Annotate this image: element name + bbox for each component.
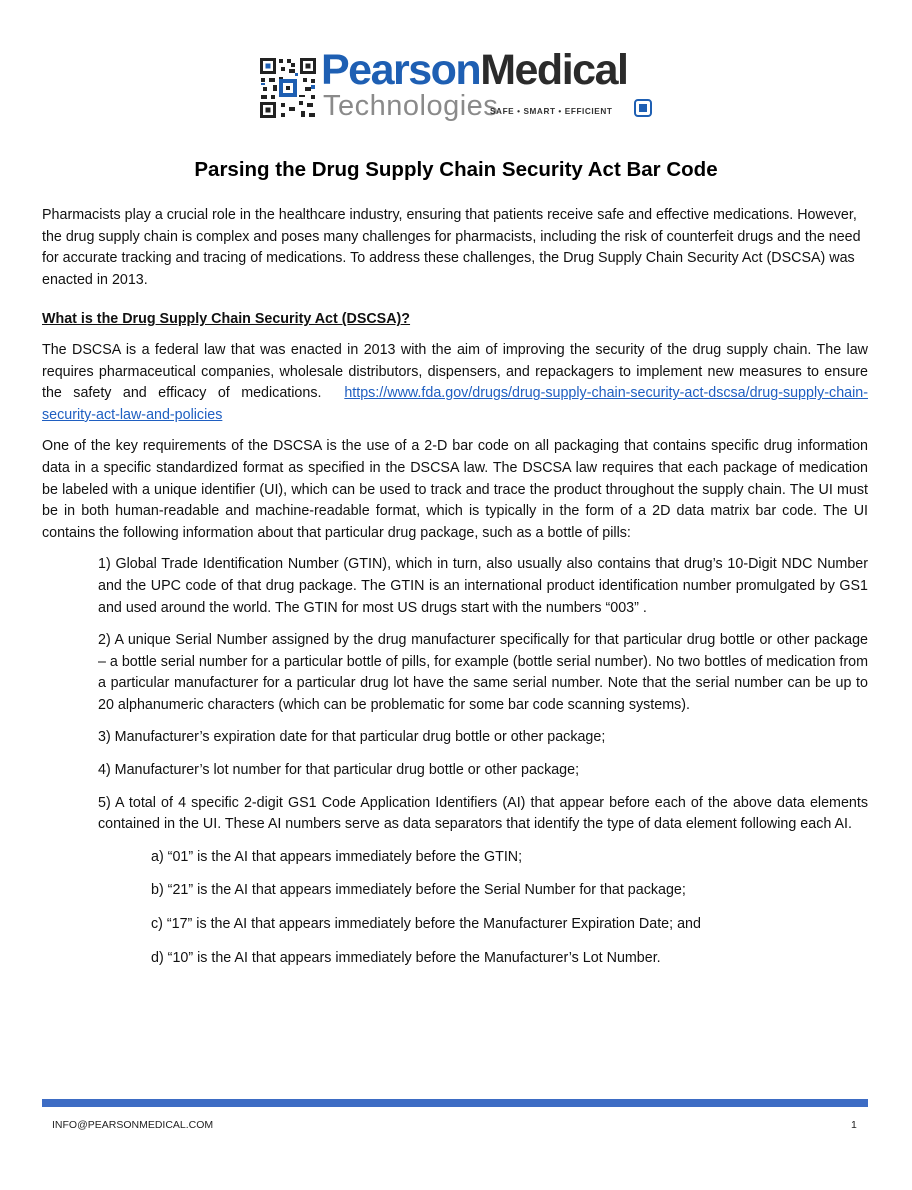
intro-paragraph: Pharmacists play a crucial role in the healthcare industry, ensuring that patients receive safe and effective medications. However, the drug supply chain is complex and poses many challenges for pharmacists, including the risk of counterfeit drugs and the need for accurate tracking and tracing of medications. To address these challenges, the Drug Supply Chain Security Act (DSCSA) was enacted in 2013.: [42, 207, 861, 288]
list-item: 3) Manufacturer’s expiration date for that particular drug bottle or other package;: [98, 729, 606, 746]
logo-badge-icon: [634, 99, 652, 117]
list-item: 2) A unique Serial Number assigned by the drug manufacturer specifically for that particular drug bottle or other package – a bottle serial number for a particular bottle of pills, for example (bottle serial number). No two bottles of medication from a particular manufacturer for a particular drug lot have the same serial number. Note that the serial number can be up to 20 alphanumeric characters (which can be problematic for some bar code scanning systems).: [98, 632, 869, 713]
logo-brand-part2: Medical: [480, 46, 628, 94]
page-number: 1: [851, 1119, 857, 1131]
company-logo: [259, 46, 659, 124]
footer-divider: [42, 1099, 868, 1107]
requirements-paragraph: One of the key requirements of the DSCSA is the use of a 2-D bar code on all packaging that contains specific drug information data in a specific standardized format as specified in the DSCSA law. The DSCSA law requires that each package of medication be labeled with a unique identifier (UI), which can be used to track and trace the product throughout the supply chain. The UI must be in both human-readable and machine-readable format, which is typically in the form of a 2D data matrix bar code. The UI contains the following information about that particular drug package, such as a bottle of pills:: [42, 438, 868, 541]
fda-link[interactable]: https://www.fda.gov/drugs/drug-supply-chain-security-act-dscsa/drug-supply-chain-security-act-law-and-policies: [42, 385, 868, 423]
list-item: 4) Manufacturer’s lot number for that particular drug bottle or other package;: [98, 762, 580, 779]
list-item: 1) Global Trade Identification Number (GTIN), which in turn, also usually also contains that drug’s 10-Digit NDC Number and the UPC code of that drug package. The GTIN is an international product identification number promulgated by GS1 and used around the world. The GTIN for most US drugs start with the numbers “003” .: [98, 556, 868, 616]
dscsa-paragraph: [42, 340, 868, 426]
sub-list-item: b) “21” is the AI that appears immediately before the Serial Number for that package;: [151, 882, 686, 899]
page-title: Parsing the Drug Supply Chain Security Act Bar Code: [194, 158, 718, 181]
sub-list-item: a) “01” is the AI that appears immediately before the GTIN;: [151, 848, 523, 865]
ui-element-list: [98, 554, 868, 836]
document-body: [42, 205, 868, 981]
sub-list-item: c) “17” is the AI that appears immediately before the Manufacturer Expiration Date; and: [151, 916, 701, 933]
footer-email: INFO@PEARSONMEDICAL.COM: [52, 1119, 214, 1131]
dscsa-paragraph-text: The DSCSA is a federal law that was enacted in 2013 with the aim of improving the security of the drug supply chain. The law requires pharmaceutical companies, wholesale distributors, dispensers, and repackagers to implement new measures to ensure the safety and efficacy of medications.: [42, 341, 868, 402]
logo-tagline: SAFE • SMART • EFFICIENT: [490, 107, 613, 116]
sub-list-item: d) “10” is the AI that appears immediately before the Manufacturer’s Lot Number.: [151, 949, 661, 966]
logo-wordmark: [321, 46, 627, 94]
qr-code-icon: [259, 57, 317, 119]
list-item: 5) A total of 4 specific 2-digit GS1 Code Application Identifiers (AI) that appear before each of the above data elements contained in the UI. These AI numbers serve as data separators that identify the type of data element following each AI.: [98, 794, 868, 833]
section-heading: What is the Drug Supply Chain Security Act (DSCSA)?: [42, 311, 411, 328]
logo-subtitle: Technologies: [323, 90, 499, 122]
ai-code-list: [151, 847, 868, 969]
logo-brand-part1: Pearson: [321, 46, 481, 94]
